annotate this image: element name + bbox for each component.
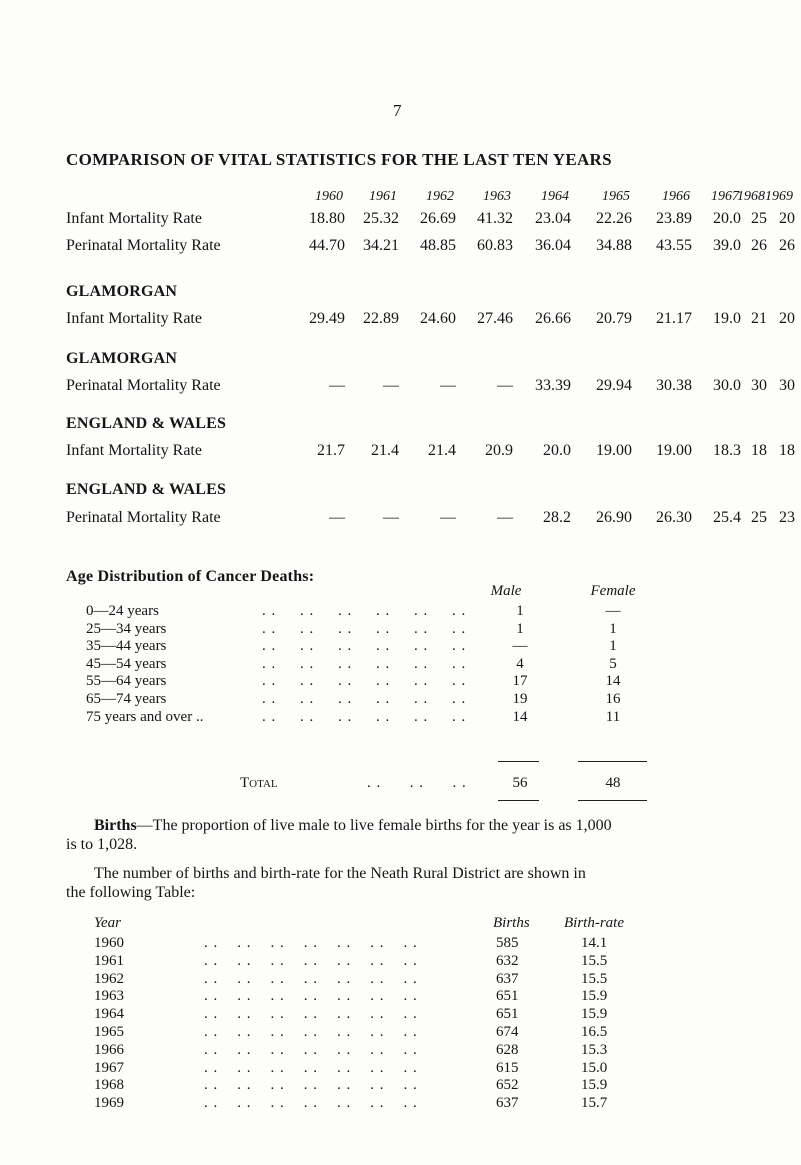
total-rule-bottom-male — [498, 800, 539, 801]
rate-cell: 25 — [751, 210, 767, 227]
rate-cell: 18 — [779, 442, 795, 459]
rate-cell: 21.17 — [656, 310, 692, 327]
rate-cell: 21 — [751, 310, 767, 327]
rate-cell: — — [497, 509, 513, 526]
year-cell: 1968 — [94, 1077, 124, 1094]
cancer-female-header: Female — [590, 583, 636, 599]
rate-cell: 26.90 — [596, 509, 632, 526]
births-cell: 674 — [496, 1024, 519, 1040]
rate-cell: 26 — [751, 237, 767, 254]
year-cell: 1966 — [94, 1041, 124, 1058]
year-header: 1969 — [765, 189, 793, 204]
rate-cell: 21.4 — [428, 442, 456, 459]
leader-dots: . . . . . . . . . . . . — [262, 638, 467, 655]
leader-dots: . . . . . . . . . . . . . . — [204, 935, 418, 951]
year-header: 1965 — [602, 189, 630, 204]
rate-cell: — — [440, 509, 456, 526]
leader-dots: . . . . . . . . . . . . . . — [204, 1077, 418, 1094]
male-count: 14 — [512, 708, 528, 725]
leader-dots: . . . . . . . . . . . . . . — [204, 1041, 418, 1058]
rate-cell: 43.55 — [656, 237, 692, 254]
rate-cell: 18 — [751, 442, 767, 459]
rate-cell: 29.49 — [309, 310, 345, 327]
rate-cell: 30.0 — [713, 377, 741, 394]
male-count: 1 — [516, 620, 524, 637]
year-header: 1964 — [541, 189, 569, 204]
male-count: 1 — [516, 603, 524, 619]
male-count: 17 — [512, 673, 528, 690]
year-header: 1962 — [426, 189, 454, 204]
rate-cell: 18.80 — [309, 210, 345, 227]
year-cell: 1964 — [94, 1006, 124, 1023]
cancer-heading: Age Distribution of Cancer Deaths: — [66, 568, 315, 585]
table-intro-line2: the following Table: — [66, 884, 196, 901]
leader-dots: . . . . . . . . . . . . — [262, 673, 467, 690]
rate-cell: — — [383, 509, 399, 526]
leader-dots: . . . . . . . . . . . . — [262, 603, 467, 619]
rate-cell: 34.21 — [363, 237, 399, 254]
row-label: Infant Mortality Rate — [66, 310, 202, 327]
rate-cell: 23 — [779, 509, 795, 526]
section-heading: GLAMORGAN — [66, 350, 178, 367]
births-text-line1: —The proportion of live male to live female births for the year is as 1,000 — [136, 817, 612, 834]
year-header: 1968 — [737, 189, 765, 204]
total-rule-top-female — [578, 761, 647, 762]
rate-cell: 19.0 — [713, 310, 741, 327]
births-text-line2: is to 1,028. — [66, 836, 138, 853]
rate-cell: 20.9 — [485, 442, 513, 459]
births-paragraph — [66, 817, 742, 835]
birth-rate-cell: 15.5 — [581, 952, 608, 969]
rate-cell: 26.30 — [656, 509, 692, 526]
rate-cell: 20.79 — [596, 310, 632, 327]
male-count: 19 — [512, 691, 528, 707]
age-band: 45—54 years — [86, 655, 167, 672]
births-cell: 651 — [496, 988, 519, 1005]
rate-cell: 26.69 — [420, 210, 456, 227]
rate-cell: 20 — [779, 310, 795, 327]
year-cell: 1963 — [94, 988, 124, 1005]
cancer-total-female: 48 — [605, 775, 621, 791]
leader-dots: . . . . . . . . . . . . . . — [204, 1059, 418, 1076]
rate-cell: 18.3 — [713, 442, 741, 459]
year-cell: 1962 — [94, 970, 124, 987]
page-number: 7 — [393, 101, 402, 120]
female-count: — — [605, 603, 621, 619]
section-heading: ENGLAND & WALES — [66, 481, 227, 498]
year-cell: 1969 — [94, 1095, 124, 1112]
row-label: Perinatal Mortality Rate — [66, 237, 221, 254]
leader-dots: . . . . . . . . . . . . . . — [204, 988, 418, 1005]
rate-cell: 20.0 — [713, 210, 741, 227]
rate-cell: 22.26 — [596, 210, 632, 227]
rate-cell: — — [440, 377, 456, 394]
birth-rate-cell: 15.9 — [581, 1006, 608, 1023]
leader-dots: . . . . . . . . . . . . . . — [204, 970, 418, 987]
rate-cell: 23.04 — [535, 210, 571, 227]
rate-cell: — — [497, 377, 513, 394]
leader-dots: . . . . . . . . . . . . — [262, 691, 467, 707]
total-rule-top-male — [498, 761, 539, 762]
male-count: — — [512, 638, 528, 655]
births-rate-header: Birth-rate — [564, 915, 624, 931]
rate-cell: 48.85 — [420, 237, 456, 254]
leader-dots: . . . . . . . . . . . . — [262, 655, 467, 672]
year-header: 1963 — [483, 189, 511, 204]
female-count: 14 — [605, 673, 621, 690]
leader-dots: . . . . . . . . . . . . . . — [204, 1095, 418, 1112]
rate-cell: 20 — [779, 210, 795, 227]
births-cell: 632 — [496, 952, 519, 969]
rate-cell: 44.70 — [309, 237, 345, 254]
female-count: 11 — [605, 708, 621, 725]
year-cell: 1960 — [94, 935, 124, 951]
table-intro-line1: The number of births and birth-rate for the Neath Rural District are shown in — [94, 865, 586, 882]
cancer-total-label: Total — [240, 775, 278, 791]
year-cell: 1961 — [94, 952, 124, 969]
birth-rate-cell: 15.0 — [581, 1059, 608, 1076]
rate-cell: 30.38 — [656, 377, 692, 394]
female-count: 16 — [605, 691, 621, 707]
birth-rate-cell: 15.7 — [581, 1095, 608, 1112]
total-rule-bottom-female — [578, 800, 647, 801]
leader-dots: . . . . . . . . . . . . . . — [204, 952, 418, 969]
rate-cell: 30 — [751, 377, 767, 394]
female-count: 5 — [609, 655, 617, 672]
row-label: Infant Mortality Rate — [66, 442, 202, 459]
female-count: 1 — [609, 638, 617, 655]
rate-cell: 24.60 — [420, 310, 456, 327]
year-header: 1966 — [662, 189, 690, 204]
birth-rate-cell: 15.9 — [581, 1077, 608, 1094]
births-lead: Births — [94, 817, 137, 834]
rate-cell: 36.04 — [535, 237, 571, 254]
rate-cell: 21.4 — [371, 442, 399, 459]
births-cell: 637 — [496, 1095, 519, 1112]
age-band: 0—24 years — [86, 603, 159, 619]
births-births-header: Births — [493, 915, 530, 931]
births-cell: 585 — [496, 935, 519, 951]
rate-cell: 41.32 — [477, 210, 513, 227]
rate-cell: 26 — [779, 237, 795, 254]
rate-cell: 19.00 — [596, 442, 632, 459]
leader-dots: . . . . . . . . . . . . . . — [204, 1006, 418, 1023]
age-band: 65—74 years — [86, 691, 167, 707]
birth-rate-cell: 14.1 — [581, 935, 608, 951]
leader-dots: . . . . . . . . . . . . — [262, 708, 467, 725]
leader-dots: . . . . . . . . . . . . — [262, 620, 467, 637]
age-band: 55—64 years — [86, 673, 167, 690]
rate-cell: 19.00 — [656, 442, 692, 459]
age-band: 75 years and over .. — [86, 708, 204, 725]
cancer-male-header: Male — [490, 583, 522, 599]
rate-cell: 25.4 — [713, 509, 741, 526]
leader-dots: . . . . . . . . . . . . . . — [204, 1024, 418, 1040]
year-header: 1960 — [315, 189, 343, 204]
row-label: Perinatal Mortality Rate — [66, 509, 221, 526]
age-band: 35—44 years — [86, 638, 167, 655]
row-label: Infant Mortality Rate — [66, 210, 202, 227]
rate-cell: 25 — [751, 509, 767, 526]
births-year-header: Year — [94, 915, 121, 931]
page-title: COMPARISON OF VITAL STATISTICS FOR THE LAST TEN YEARS — [66, 150, 612, 169]
rate-cell: 21.7 — [317, 442, 345, 459]
section-heading: ENGLAND & WALES — [66, 415, 227, 432]
rate-cell: 25.32 — [363, 210, 399, 227]
births-cell: 637 — [496, 970, 519, 987]
year-cell: 1965 — [94, 1024, 124, 1040]
section-heading: GLAMORGAN — [66, 283, 178, 300]
births-cell: 628 — [496, 1041, 519, 1058]
birth-rate-cell: 16.5 — [581, 1024, 608, 1040]
rate-cell: 23.89 — [656, 210, 692, 227]
year-cell: 1967 — [94, 1059, 124, 1076]
rate-cell: 20.0 — [543, 442, 571, 459]
rate-cell: 22.89 — [363, 310, 399, 327]
birth-rate-cell: 15.3 — [581, 1041, 608, 1058]
age-band: 25—34 years — [86, 620, 167, 637]
rate-cell: — — [329, 377, 345, 394]
birth-rate-cell: 15.9 — [581, 988, 608, 1005]
births-cell: 615 — [496, 1059, 519, 1076]
year-header: 1967 — [711, 189, 739, 204]
cancer-total-male: 56 — [512, 775, 528, 791]
rate-cell: — — [329, 509, 345, 526]
rate-cell: 29.94 — [596, 377, 632, 394]
rate-cell: 34.88 — [596, 237, 632, 254]
rate-cell: 39.0 — [713, 237, 741, 254]
year-header: 1961 — [369, 189, 397, 204]
rate-cell: 28.2 — [543, 509, 571, 526]
births-cell: 652 — [496, 1077, 519, 1094]
male-count: 4 — [516, 655, 524, 672]
birth-rate-cell: 15.5 — [581, 970, 608, 987]
rate-cell: 26.66 — [535, 310, 571, 327]
female-count: 1 — [609, 620, 617, 637]
row-label: Perinatal Mortality Rate — [66, 377, 221, 394]
rate-cell: — — [383, 377, 399, 394]
rate-cell: 60.83 — [477, 237, 513, 254]
rate-cell: 33.39 — [535, 377, 571, 394]
rate-cell: 30 — [779, 377, 795, 394]
births-cell: 651 — [496, 1006, 519, 1023]
leader-dots: . . . . . . — [367, 775, 467, 791]
rate-cell: 27.46 — [477, 310, 513, 327]
